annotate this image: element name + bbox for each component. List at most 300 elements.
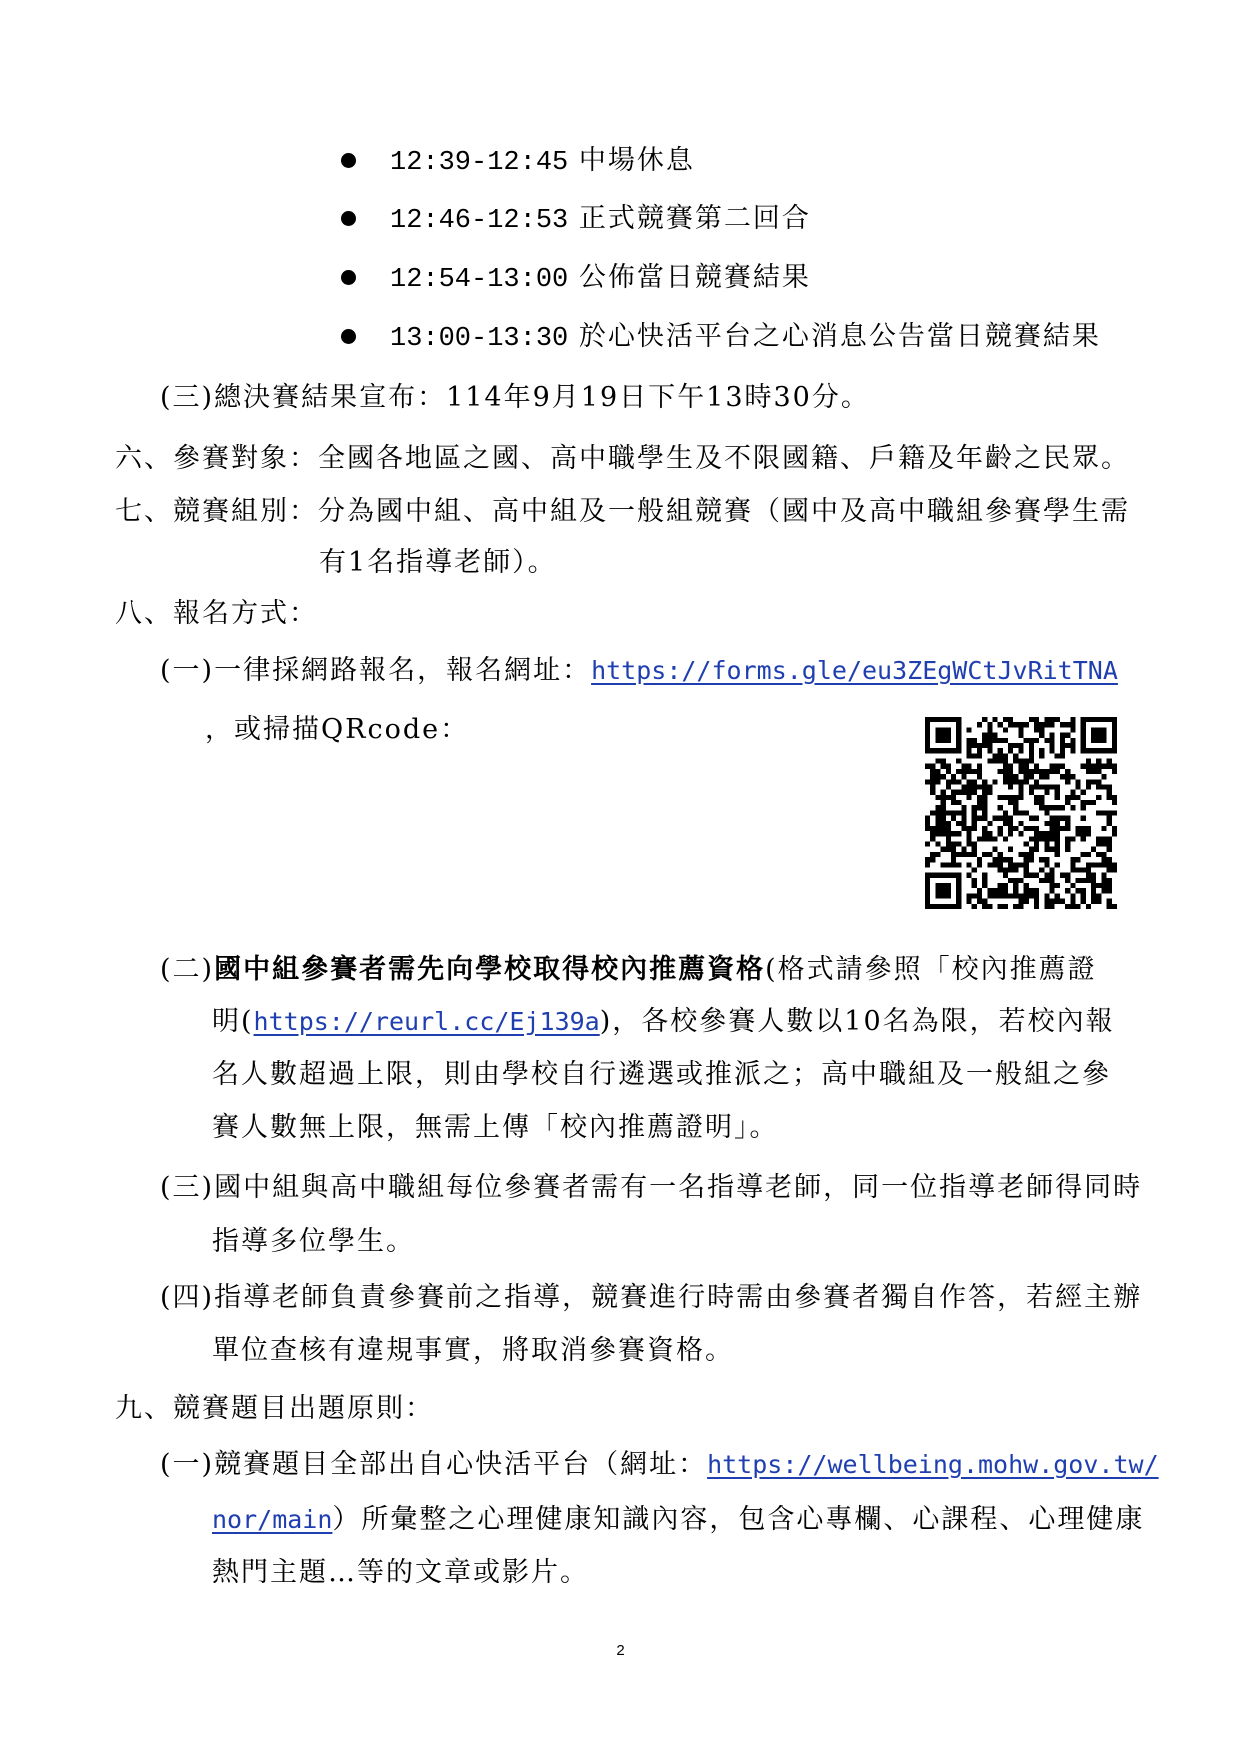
item1-line2-post: ）所彙整之心理健康知識內容，包含心專欄、心課程、心理健康 [332, 1504, 1145, 1535]
qr-module [1029, 790, 1034, 795]
qr-module [956, 821, 961, 826]
qr-module [967, 899, 972, 904]
qr-module [1013, 888, 1018, 893]
qr-module [1075, 826, 1080, 831]
qr-module [946, 727, 951, 732]
qr-module [1107, 899, 1112, 904]
qr-module [1112, 764, 1117, 769]
qr-module [1034, 826, 1039, 831]
qr-module [1065, 769, 1070, 774]
qr-module [1091, 893, 1096, 898]
schedule-time: 12:46-12:53 [390, 206, 569, 236]
qr-module [935, 795, 940, 800]
qr-module [987, 748, 992, 753]
qr-module [967, 842, 972, 847]
qr-module [1086, 878, 1091, 883]
qr-module [972, 878, 977, 883]
item1-prefix: (一)競賽題目全部出自心快活平台（網址： [160, 1449, 708, 1480]
qr-module [961, 810, 966, 815]
qr-module [1112, 862, 1117, 867]
qr-module [1044, 784, 1049, 789]
section-6-text: 六、參賽對象：全國各地區之國、高中職學生及不限國籍、戶籍及年齡之民眾。 [115, 443, 1130, 474]
qr-module [1055, 831, 1060, 836]
qr-module [1018, 831, 1023, 836]
qr-module [1075, 888, 1080, 893]
qr-module [930, 764, 935, 769]
qr-module [1096, 784, 1101, 789]
qr-module [946, 883, 951, 888]
qr-module [1112, 743, 1117, 748]
qr-module [935, 733, 940, 738]
qr-module [1107, 904, 1112, 909]
qr-module [1070, 738, 1075, 743]
qr-module [987, 831, 992, 836]
qr-module [951, 810, 956, 815]
qr-module [1096, 795, 1101, 800]
qr-module [998, 795, 1003, 800]
page-number: 2 [616, 1642, 625, 1659]
qr-module [1039, 769, 1044, 774]
qr-module [1050, 867, 1055, 872]
qr-module [972, 904, 977, 909]
qr-module [956, 842, 961, 847]
qr-module [1112, 826, 1117, 831]
qr-module [967, 826, 972, 831]
qr-module [951, 779, 956, 784]
qr-module [935, 904, 940, 909]
qr-module [982, 852, 987, 857]
qr-module [1081, 831, 1086, 836]
qr-module [1029, 738, 1034, 743]
qr-module [1065, 800, 1070, 805]
schedule-event: 於心快活平台之心消息公告當日競賽結果 [578, 321, 1101, 352]
qr-module [1091, 862, 1096, 867]
qr-module [941, 738, 946, 743]
qr-module [1034, 727, 1039, 732]
qr-module [1091, 727, 1096, 732]
qr-module [982, 878, 987, 883]
qr-module [1070, 727, 1075, 732]
qr-module [987, 727, 992, 732]
qr-module [1034, 816, 1039, 821]
qr-module [992, 888, 997, 893]
qr-module [1096, 893, 1101, 898]
qr-module [1101, 774, 1106, 779]
qr-module [1065, 842, 1070, 847]
qr-module [1096, 836, 1101, 841]
qr-module [967, 753, 972, 758]
qr-module [1065, 847, 1070, 852]
qr-module [1081, 836, 1086, 841]
qr-module [1055, 784, 1060, 789]
qr-module [951, 857, 956, 862]
qr-module [992, 893, 997, 898]
qr-module [951, 831, 956, 836]
qr-module [1008, 748, 1013, 753]
qr-module [987, 888, 992, 893]
qr-module [946, 831, 951, 836]
qr-module [967, 862, 972, 867]
qr-module [1003, 795, 1008, 800]
qr-module [1060, 722, 1065, 727]
qr-module [998, 748, 1003, 753]
qr-module [1086, 748, 1091, 753]
qr-module [1055, 842, 1060, 847]
qr-module [1018, 810, 1023, 815]
qr-module [1096, 852, 1101, 857]
qr-module [1044, 831, 1049, 836]
qr-module [977, 805, 982, 810]
qr-module [956, 743, 961, 748]
qr-module [998, 805, 1003, 810]
qr-module [941, 795, 946, 800]
qr-module [1029, 826, 1034, 831]
qr-module [1065, 873, 1070, 878]
qr-module [925, 842, 930, 847]
qr-module [941, 821, 946, 826]
qr-module [1013, 722, 1018, 727]
qr-module [967, 790, 972, 795]
qr-module [956, 899, 961, 904]
qr-module [1024, 873, 1029, 878]
qr-module [972, 867, 977, 872]
qr-module [1044, 904, 1049, 909]
qr-module [1081, 893, 1086, 898]
qr-module [1070, 717, 1075, 722]
qr-module [987, 904, 992, 909]
qr-module [1029, 836, 1034, 841]
qr-module [951, 904, 956, 909]
qr-module [977, 888, 982, 893]
qr-module [925, 733, 930, 738]
qr-module [930, 779, 935, 784]
qr-module [1044, 774, 1049, 779]
qr-module [1055, 816, 1060, 821]
qr-module [930, 790, 935, 795]
item2-line2-post: )，各校參賽人數以10名為限，若校內報 [599, 1006, 1115, 1037]
qr-module [956, 831, 961, 836]
qr-module [1086, 779, 1091, 784]
qr-module [935, 816, 940, 821]
qr-module [1060, 733, 1065, 738]
qr-module [1013, 753, 1018, 758]
qr-module [1096, 733, 1101, 738]
section-8-item2-line3: 名人數超過上限，則由學校自行遴選或推派之；高中職組及一般組之參 [212, 1059, 1111, 1090]
qr-module [1091, 899, 1096, 904]
qr-module [941, 862, 946, 867]
qr-module [1029, 816, 1034, 821]
qr-code-icon [925, 717, 1117, 909]
qr-module [1044, 836, 1049, 841]
qr-module [935, 821, 940, 826]
qr-module [1101, 727, 1106, 732]
qr-module [982, 733, 987, 738]
qr-module [1024, 852, 1029, 857]
qr-module [1081, 738, 1086, 743]
qr-module [1070, 883, 1075, 888]
qr-module [1029, 769, 1034, 774]
schedule-time: 12:39-12:45 [390, 148, 569, 178]
qr-module [1034, 784, 1039, 789]
qr-module [1081, 764, 1086, 769]
section-8-item2-line1 [160, 952, 1097, 988]
qr-module [972, 847, 977, 852]
qr-module [1107, 878, 1112, 883]
qr-module [1081, 748, 1086, 753]
qr-module [972, 852, 977, 857]
qr-module [1039, 878, 1044, 883]
qr-module [951, 717, 956, 722]
qr-module [1050, 836, 1055, 841]
qr-module [946, 748, 951, 753]
qr-module [998, 883, 1003, 888]
schedule-item [390, 260, 811, 298]
qr-module [946, 821, 951, 826]
qr-module [967, 727, 972, 732]
qr-module [1003, 779, 1008, 784]
qr-module [998, 867, 1003, 872]
qr-module [925, 722, 930, 727]
qr-module [1003, 759, 1008, 764]
qr-module [1055, 821, 1060, 826]
qr-module [1101, 857, 1106, 862]
qr-module [1107, 790, 1112, 795]
qr-module [925, 826, 930, 831]
qr-module [1044, 862, 1049, 867]
qr-module [961, 852, 966, 857]
qr-module [941, 764, 946, 769]
qr-module [998, 862, 1003, 867]
qr-module [1101, 717, 1106, 722]
qr-module [1003, 727, 1008, 732]
schedule-item [390, 319, 1101, 357]
qr-module [967, 836, 972, 841]
qr-module [935, 826, 940, 831]
qr-module [1029, 774, 1034, 779]
qr-module [946, 795, 951, 800]
qr-module [972, 805, 977, 810]
wellbeing-link-part1[interactable]: https://wellbeing.mohw.gov.tw/ [707, 1450, 1159, 1479]
qr-module [1018, 722, 1023, 727]
qr-module [1039, 722, 1044, 727]
qr-module [1029, 873, 1034, 878]
qr-module [1029, 743, 1034, 748]
schedule-item [390, 201, 811, 239]
qr-module [930, 826, 935, 831]
schedule-event: 正式競賽第二回合 [578, 203, 811, 234]
qr-module [1070, 743, 1075, 748]
qr-module [956, 779, 961, 784]
section-8-item3-line2: 指導多位學生。 [212, 1226, 415, 1257]
qr-module [951, 873, 956, 878]
qr-module [1024, 826, 1029, 831]
qr-module [1024, 888, 1029, 893]
item2-line2-pre: 明( [212, 1006, 254, 1037]
qr-module [1101, 733, 1106, 738]
qr-module [935, 769, 940, 774]
section-9-heading: 九、競賽題目出題原則： [115, 1393, 434, 1424]
qr-module [1044, 790, 1049, 795]
qr-module [956, 810, 961, 815]
qr-module [1008, 717, 1013, 722]
qr-module [941, 904, 946, 909]
recommendation-template-link[interactable]: https://reurl.cc/Ej139a [253, 1007, 600, 1036]
qr-module [1091, 847, 1096, 852]
qr-module [1018, 764, 1023, 769]
qr-module [1086, 764, 1091, 769]
item2-rest: (格式請參照「校內推薦證 [765, 954, 1097, 985]
qr-module [1086, 784, 1091, 789]
qr-module [1003, 774, 1008, 779]
qr-module [1018, 759, 1023, 764]
qr-module [941, 816, 946, 821]
qr-module [977, 769, 982, 774]
qr-module [1112, 733, 1117, 738]
qr-module [992, 753, 997, 758]
qr-module [1008, 821, 1013, 826]
section-7-line1: 七、競賽組別：分為國中組、高中組及一般組競賽（國中及高中職組參賽學生需 [115, 496, 1130, 527]
qr-module [998, 904, 1003, 909]
qr-module [956, 769, 961, 774]
qr-module [1065, 743, 1070, 748]
qr-module [972, 784, 977, 789]
qr-module [946, 764, 951, 769]
qr-module [1070, 857, 1075, 862]
qr-module [1003, 816, 1008, 821]
item2-bold-requirement: 國中組參賽者需先向學校取得校內推薦資格 [214, 954, 766, 985]
qr-module [1060, 774, 1065, 779]
qr-module [992, 717, 997, 722]
qr-module [987, 738, 992, 743]
qr-module [1081, 852, 1086, 857]
qr-module [941, 727, 946, 732]
qr-module [1055, 862, 1060, 867]
qr-module [982, 883, 987, 888]
qr-module [1039, 805, 1044, 810]
qr-module [1070, 904, 1075, 909]
qr-module [1112, 738, 1117, 743]
qr-module [941, 774, 946, 779]
qr-module [1107, 888, 1112, 893]
registration-form-link[interactable]: https://forms.gle/eu3ZEgWCtJvRitTNA [591, 656, 1118, 685]
qr-module [998, 852, 1003, 857]
qr-module [1008, 878, 1013, 883]
qr-module [946, 862, 951, 867]
qr-module [1034, 764, 1039, 769]
qr-module [941, 873, 946, 878]
qr-module [1060, 748, 1065, 753]
qr-module [1034, 904, 1039, 909]
qr-module [998, 816, 1003, 821]
qr-module [1055, 764, 1060, 769]
qr-module [1039, 836, 1044, 841]
qr-module [1018, 748, 1023, 753]
qr-module [977, 748, 982, 753]
qr-module [1081, 727, 1086, 732]
qr-module [1039, 748, 1044, 753]
bullet-icon [341, 153, 356, 168]
qr-module [992, 857, 997, 862]
qr-module [1008, 862, 1013, 867]
qr-module [1055, 826, 1060, 831]
qr-module [1060, 899, 1065, 904]
qr-module [1065, 888, 1070, 893]
qr-module [935, 831, 940, 836]
section-8-item2-line2 [212, 1004, 1115, 1040]
qr-module [956, 878, 961, 883]
qr-module [1086, 759, 1091, 764]
qr-module [935, 774, 940, 779]
qr-module [1003, 810, 1008, 815]
qr-module [982, 743, 987, 748]
qr-module [1003, 857, 1008, 862]
qr-module [1034, 847, 1039, 852]
qr-module [972, 769, 977, 774]
qr-module [935, 727, 940, 732]
qr-module [1091, 878, 1096, 883]
qr-module [1013, 805, 1018, 810]
qr-module [1096, 779, 1101, 784]
qr-module [977, 764, 982, 769]
qr-module [1008, 826, 1013, 831]
qr-module [1107, 795, 1112, 800]
wellbeing-link-part2[interactable]: nor/main [212, 1505, 333, 1534]
bullet-icon [341, 270, 356, 285]
qr-module [1070, 893, 1075, 898]
qr-module [1107, 836, 1112, 841]
qr-module [1101, 826, 1106, 831]
qr-module [961, 774, 966, 779]
qr-module [1096, 738, 1101, 743]
qr-module [982, 831, 987, 836]
qr-module [1013, 878, 1018, 883]
qr-module [946, 733, 951, 738]
qr-module [1024, 857, 1029, 862]
qr-module [1003, 764, 1008, 769]
schedule-item [390, 143, 695, 181]
qr-module [1018, 904, 1023, 909]
qr-module [1112, 800, 1117, 805]
qr-module [1039, 857, 1044, 862]
qr-module [1003, 753, 1008, 758]
qr-module [1112, 769, 1117, 774]
qr-module [1018, 878, 1023, 883]
qr-module [1039, 784, 1044, 789]
qr-module [961, 764, 966, 769]
qr-module [987, 759, 992, 764]
qr-module [961, 769, 966, 774]
qr-module [1112, 748, 1117, 753]
qr-module [1070, 774, 1075, 779]
qr-module [1112, 810, 1117, 815]
qr-module [1008, 816, 1013, 821]
qr-module [1050, 743, 1055, 748]
qr-module [1065, 795, 1070, 800]
qr-module [1081, 899, 1086, 904]
qr-module [935, 842, 940, 847]
qr-module [1091, 883, 1096, 888]
qr-module [951, 842, 956, 847]
qr-module [1107, 784, 1112, 789]
qr-module [925, 727, 930, 732]
qr-module [1013, 800, 1018, 805]
qr-module [967, 748, 972, 753]
qr-module [1044, 810, 1049, 815]
qr-module [946, 842, 951, 847]
qr-module [935, 893, 940, 898]
qr-module [967, 873, 972, 878]
qr-module [982, 826, 987, 831]
